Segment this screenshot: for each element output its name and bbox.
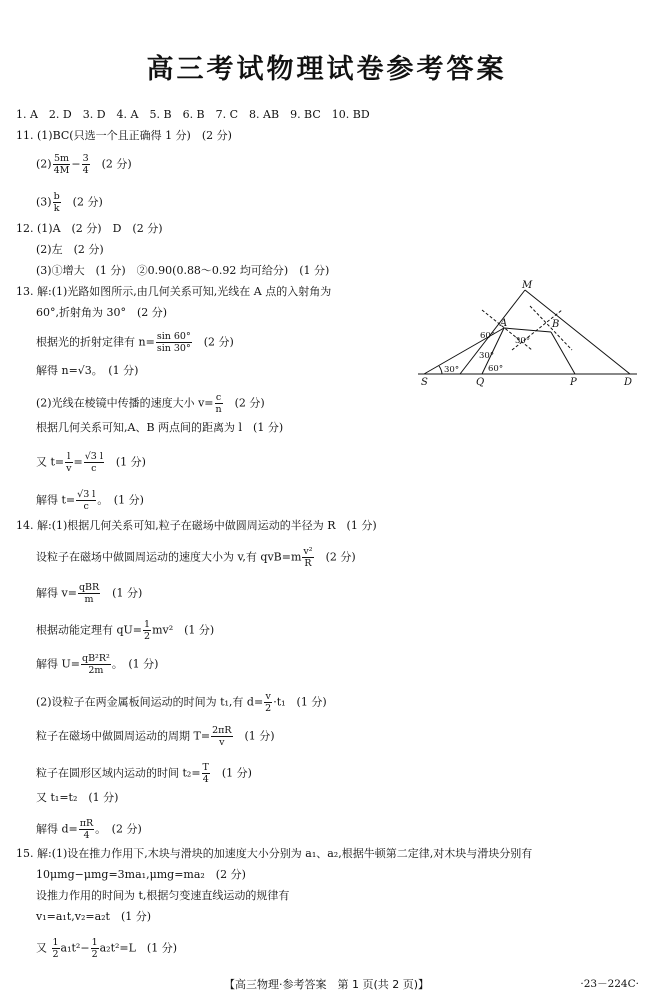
fraction: $\frac{c}{n}$ bbox=[215, 392, 222, 415]
mc-answers: 1. A 2. D 3. D 4. A 5. B 6. B 7. C 8. AB 9. BC 10. BD bbox=[16, 108, 370, 121]
label-B: B bbox=[552, 319, 560, 330]
q12-part1: 12. (1)A (2 分) D (2 分) bbox=[16, 222, 163, 235]
q15-line4: v₁=a₁t,v₂=a₂t (1 分) bbox=[36, 910, 152, 923]
q14-line6: (2)设粒子在两金属板间运动的时间为 t₁,有 d= $\frac{v}{2}$ ·t₁ (1 分) bbox=[36, 691, 327, 714]
q14-line5: 解得 U= $\frac{\text{qB²R²}}{2m}$ 。 (1 分) bbox=[36, 653, 159, 676]
q15-line1: 15. 解:(1)设在推力作用下,木块与滑块的加速度大小分别为 a₁、a₂,根据牛顿第二定律,对木块与滑块分别有 bbox=[16, 847, 533, 860]
fraction: $\frac{1}{2}$ bbox=[144, 619, 151, 642]
q13-line2: 60°,折射角为 30° (2 分) bbox=[36, 306, 168, 319]
q14-line7: 粒子在磁场中做圆周运动的周期 T= $\frac{2\pi R}{v}$ (1 分) bbox=[36, 725, 275, 748]
fraction: $\frac{l}{v}$ bbox=[66, 451, 72, 474]
q13-line1: 13. 解:(1)光路如图所示,由几何关系可知,光线在 A 点的入射角为 bbox=[16, 285, 332, 298]
normal-line-b bbox=[530, 306, 572, 350]
q13-line6: 根据几何关系可知,A、B 两点间的距离为 l (1 分) bbox=[36, 421, 284, 434]
angle-60-b: 60° bbox=[488, 364, 504, 374]
q12-part2: (2)左 (2 分) bbox=[36, 243, 104, 256]
angle-30-b: 30° bbox=[479, 351, 495, 361]
angle-30-c: 30° bbox=[444, 365, 460, 375]
angle-arc-s bbox=[439, 366, 442, 374]
label-M: M bbox=[522, 280, 533, 291]
q14-line2: 设粒子在磁场中做圆周运动的速度大小为 v,有 qvB=m $\frac{\text{v²}}{R}$ (2 分) bbox=[36, 546, 356, 569]
fraction: $\frac{√3 l}{c}$ bbox=[77, 489, 96, 512]
q11-part2: (2) $\frac{5m}{4M}$ − $\frac{3}{4}$ (2 分) bbox=[36, 153, 132, 176]
q13-line4: 解得 n=√3。 (1 分) bbox=[36, 364, 139, 377]
fraction: $\frac{√3 l}{c}$ bbox=[84, 451, 103, 474]
q12-part3: (3)①增大 (1 分) ②0.90(0.88～0.92 均可给分) (1 分) bbox=[36, 264, 330, 277]
footer-code: ·23－224C· bbox=[580, 978, 639, 990]
angle-30-a: 30° bbox=[515, 336, 531, 346]
label-A: A bbox=[500, 318, 508, 329]
angle-60-a: 60° bbox=[480, 331, 496, 341]
page-title: 高三考试物理试卷参考答案 bbox=[146, 54, 507, 85]
footer-title: 【高三物理·参考答案 第 1 页(共 2 页)】 bbox=[223, 978, 430, 991]
fraction: $\frac{\text{v²}}{R}$ bbox=[303, 546, 313, 569]
q14-line4: 根据动能定理有 qU= $\frac{1}{2}$ mv² (1 分) bbox=[36, 619, 215, 642]
fraction: $\frac{v}{2}$ bbox=[265, 691, 272, 714]
fraction: $\frac{T}{4}$ bbox=[202, 762, 209, 785]
prism-right-side bbox=[525, 290, 630, 374]
q13-line5: (2)光线在棱镜中传播的速度大小 v= $\frac{c}{n}$ (2 分) bbox=[36, 392, 265, 415]
prism-light-path-figure bbox=[412, 280, 642, 392]
q15-line3: 设推力作用的时间为 t,根据匀变速直线运动的规律有 bbox=[36, 889, 290, 902]
label-P: P bbox=[570, 377, 577, 388]
fraction: $\frac{1}{2}$ bbox=[52, 937, 59, 960]
q11-part1: 11. (1)BC(只选一个且正确得 1 分) (2 分) bbox=[16, 129, 232, 142]
q14-line3: 解得 v= $\frac{\text{qBR}}{m}$ (1 分) bbox=[36, 582, 143, 605]
fraction: $\frac{3}{4}$ bbox=[82, 153, 89, 176]
exit-ray bbox=[551, 332, 575, 374]
q14-line1: 14. 解:(1)根据几何关系可知,粒子在磁场中做圆周运动的半径为 R (1 分) bbox=[16, 519, 377, 532]
q13-line8: 解得 t= $\frac{√3 l}{c}$ 。 (1 分) bbox=[36, 489, 144, 512]
q15-line5: 又 $\frac{1}{2}$ a₁t²− $\frac{1}{2}$ a₂t²=L (1 分) bbox=[36, 937, 178, 960]
fraction: $\frac{5m}{4M}$ bbox=[53, 153, 70, 176]
fraction: $\frac{2\pi R}{v}$ bbox=[212, 725, 232, 748]
q11-part3: (3) $\frac{b}{k}$ (2 分) bbox=[36, 191, 103, 214]
q13-line3: 根据光的折射定律有 n= $\frac{\sin 60^\circ}{\sin 30^\circ}$ (2 分) bbox=[36, 331, 234, 354]
q14-line8: 粒子在圆形区域内运动的时间 t₂= $\frac{T}{4}$ (1 分) bbox=[36, 762, 252, 785]
q14-line10: 解得 d= $\frac{\pi R}{4}$ 。 (2 分) bbox=[36, 818, 142, 841]
fraction: $\frac{\sin 60^\circ}{\sin 30^\circ}$ bbox=[156, 331, 191, 354]
q15-line2: 10μmg−μmg=3ma₁,μmg=ma₂ (2 分) bbox=[36, 868, 246, 881]
label-S: S bbox=[421, 377, 428, 388]
fraction: $\frac{\text{qB²R²}}{2m}$ bbox=[81, 653, 110, 676]
q13-line7: 又 t= $\frac{l}{v}$ = $\frac{√3 l}{c}$ (1 分) bbox=[36, 451, 146, 474]
fraction: $\frac{1}{2}$ bbox=[91, 937, 98, 960]
label-D: D bbox=[624, 377, 633, 388]
fraction: $\frac{\pi R}{4}$ bbox=[79, 818, 94, 841]
fraction: $\frac{b}{k}$ bbox=[53, 191, 60, 214]
q14-line9: 又 t₁=t₂ (1 分) bbox=[36, 791, 119, 804]
label-Q: Q bbox=[476, 377, 485, 388]
fraction: $\frac{\text{qBR}}{m}$ bbox=[78, 582, 100, 605]
refracted-ray bbox=[504, 328, 551, 332]
